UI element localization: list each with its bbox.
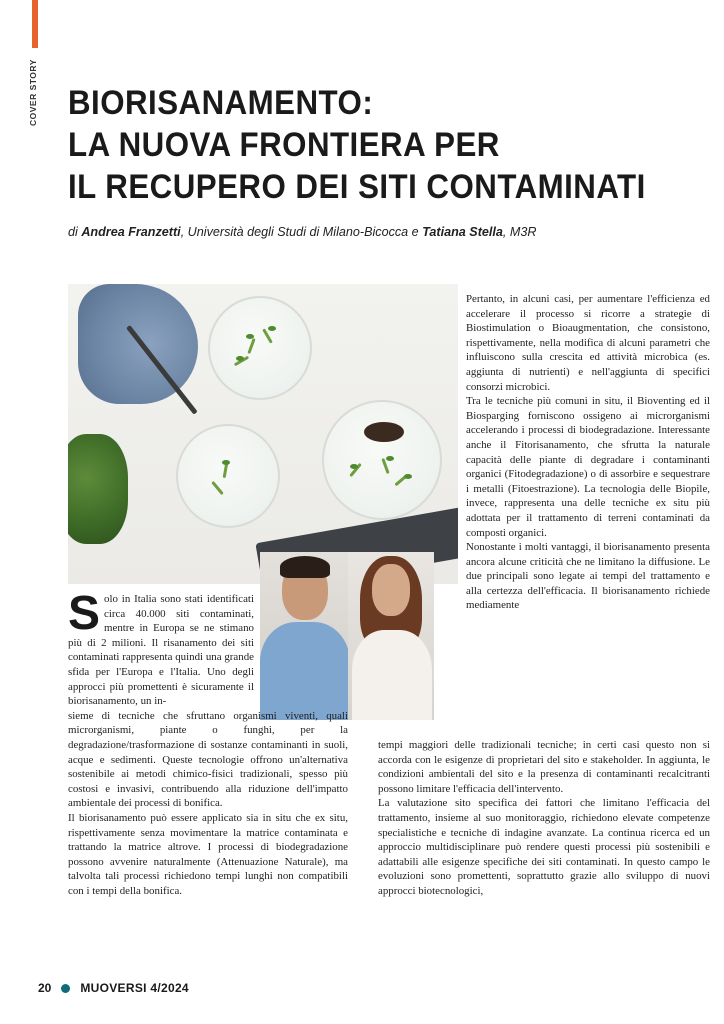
text-column-2-bottom (378, 738, 710, 899)
page-number: 20 (38, 981, 52, 995)
title-line-1: BIORISANAMENTO: (68, 84, 374, 122)
author-2-portrait (348, 552, 434, 720)
section-label: COVER STORY (28, 59, 38, 127)
dropcap: S (68, 587, 101, 640)
title-line-3: IL RECUPERO DEI SITI CONTAMINATI (68, 168, 646, 206)
col2-paragraph-3-continued: tempi maggiori delle tradizionali tecniche; in certi casi questo non si accorda con le esigenze di proprietari del sito e stakeholder. In aggiunta, le condizioni ambientali del sito e la presenza di contaminanti recalcitranti possono limitare l'efficacia dell'intervento. (378, 739, 710, 795)
text-column-1 (68, 587, 348, 898)
petri-dish-1 (208, 296, 312, 400)
byline-prefix: di (68, 225, 82, 239)
affiliation-1: , Università degli Studi di Milano-Bicocca e (180, 225, 423, 239)
page-footer (38, 981, 189, 995)
paragraph-2: Il biorisanamento può essere applicato sia in situ che ex situ, rispettivamente senza movimentare la matrice contaminata e trattando la matrice altrove. I processi di biodegradazione possono avvenire naturalmente (Attenuazione Naturale), ma talvolta tali processi richiedono tempi lunghi non compatibili con i tempi della bonifica. (68, 811, 348, 897)
article-title (68, 82, 657, 208)
text-column-2 (466, 292, 710, 613)
col2-paragraph-2: Tra le tecniche più comuni in situ, il Bioventing ed il Biosparging forniscono ossigeno ai microrganismi accelerando i processi di biodegradazione. Interessante anche il Fitorisanamento, che sfrutta la naturale capacità delle piante di degradare i contaminanti organici (Fitodegradazione) o di assorbire e sequestrare i metalli (Fitoestrazione). La tecnologia delle Biopile, invece, rappresenta una delle tecniche ex situ più adottata per il trattamento di terreni contaminati da composti organici. (466, 395, 710, 539)
byline (68, 225, 708, 239)
petri-dish-3 (322, 400, 442, 520)
paragraph-1-full: sieme di tecniche che sfruttano organismi viventi, quali microrganismi, piante o funghi, per la degradazione/trasformazione di sostanze contaminanti in suoli, acque e sedimenti. Queste tecnologie offrono un'alternativa sostenibile ai metodi chimico-fisici tradizionali, spesso più costosi e invasivi, contribuendo alla riduzione dell'impatto ambientale dei processi di bonifica. (68, 709, 348, 810)
col2-paragraph-4: La valutazione sito specifica dei fattori che limitano l'efficacia del trattamento, insieme al suo monitoraggio, richiedono elevate competenze specialistiche e tecniche di indagine avanzate. La continua ricerca ed un approccio multidisciplinare può rendere questi processi più sostenibili e adattabili alle esigenze specifiche dei siti contaminati. In questo campo le evoluzioni sono promettenti, soprattutto grazie allo sviluppo di nuovi approcci biotecnologici, (378, 797, 710, 897)
petri-dish-2 (176, 424, 280, 528)
paragraph-1-narrow: Solo in Italia sono stati identificati circa 40.000 siti contaminati, mentre in Europa se ne stimano più di 2 milioni. Il risanamento dei siti contaminati rappresenta quindi una grande sfida per l'Europa e l'Italia. Uno degli approcci più promettenti è sicuramente il biorisanamento, un in- (68, 587, 254, 708)
footer-dot-icon (61, 984, 70, 993)
affiliation-2: , M3R (502, 225, 537, 239)
magazine-issue: MUOVERSI 4/2024 (80, 981, 189, 995)
author-2: Tatiana Stella (422, 225, 503, 239)
author-1: Andrea Franzetti (81, 225, 181, 239)
lab-photo (68, 284, 458, 584)
title-line-2: LA NUOVA FRONTIERA PER (68, 126, 500, 164)
col2-paragraph-3: Nonostante i molti vantaggi, il biorisanamento presenta ancora alcune criticità che ne limitano la diffusione. Le due principali sono legate ai tempi del trattamento e alla certezza dell'efficacia. Il biorisanamento richiede mediamente (466, 541, 710, 612)
col2-paragraph-1: Pertanto, in alcuni casi, per aumentare l'efficienza ed accelerare il processo si ricorre a strategie di Biostimulation o Bioaugmentation, che consistono, rispettivamente, nella modifica di alcuni parametri che influiscono sulla crescita ed attività microbica (es. aggiunta di nutrienti) e nell'aggiunta di specifici consorzi microbici. (466, 293, 710, 393)
potted-plant-image (68, 434, 128, 544)
section-accent-bar (32, 0, 38, 48)
